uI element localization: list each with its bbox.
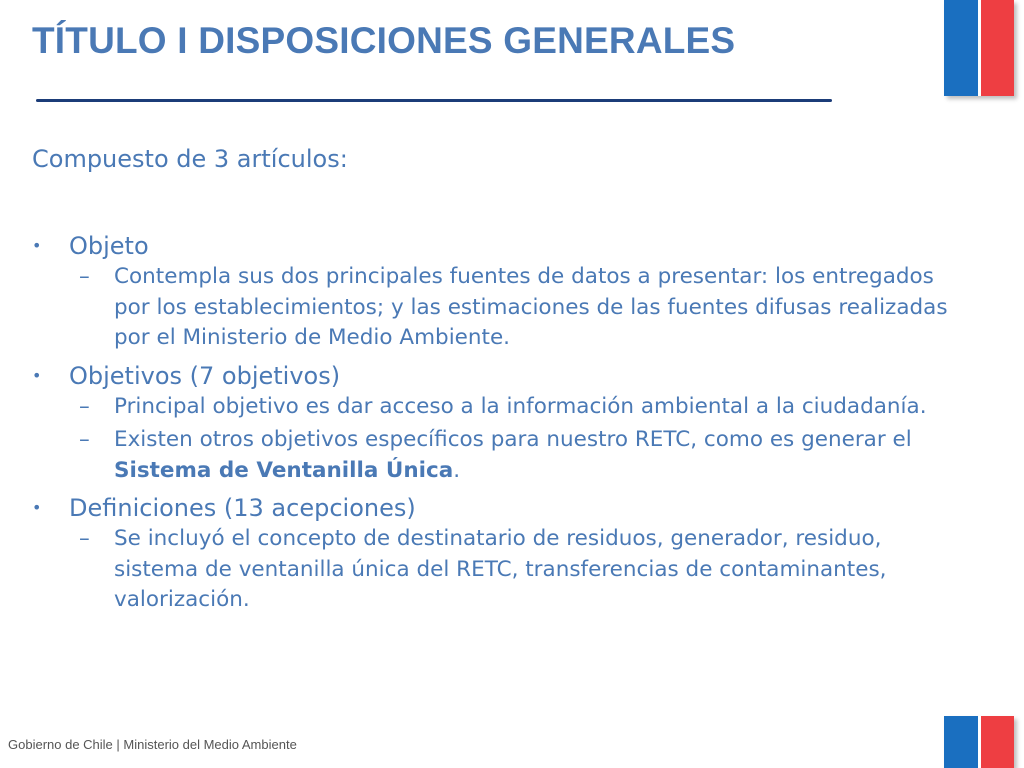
slide-title: TÍTULO I DISPOSICIONES GENERALES xyxy=(32,20,736,61)
dash-icon: – xyxy=(79,427,90,452)
sublist-objeto xyxy=(69,262,962,354)
sublist-item-text: Se incluyó el concepto de destinatario de residuos, generador, residuo, sistema de ventanilla única del RETC, transferencias de contaminantes, valorización. xyxy=(114,526,887,612)
sublist-item-text: Principal objetivo es dar acceso a la información ambiental a la ciudadanía. xyxy=(114,393,927,419)
bullet-icon: • xyxy=(32,498,42,517)
title-underline xyxy=(36,99,832,102)
sublist-item-text-after: . xyxy=(453,457,461,483)
bullet-icon: • xyxy=(32,236,42,255)
list-item-objetivos xyxy=(32,360,962,487)
ventanilla-unica-emphasis: Sistema de Ventanilla Única xyxy=(114,457,454,483)
bullet-icon: • xyxy=(32,365,42,385)
flag-red-bar xyxy=(981,0,1015,96)
chile-flag-logo-bottom xyxy=(944,716,1014,768)
sublist-item xyxy=(69,425,962,486)
sublist-objetivos xyxy=(69,392,962,487)
sublist-item xyxy=(69,262,962,354)
list-item-label: Definiciones (13 acepciones) xyxy=(69,494,416,522)
sublist-item-text: Contempla sus dos principales fuentes de datos a presentar: los entregados por los establecimientos; y las estimaciones de las fuentes difusas realizadas por el Ministerio de Medio Ambiente. xyxy=(114,264,948,350)
list-item-label: Objeto xyxy=(69,232,149,260)
dash-icon: – xyxy=(79,393,90,419)
flag-red-bar xyxy=(981,716,1015,768)
flag-blue-bar xyxy=(944,716,981,768)
sublist-definiciones xyxy=(69,524,962,616)
intro-text: Compuesto de 3 artículos: xyxy=(32,145,348,173)
chile-flag-logo-top xyxy=(944,0,1014,96)
footer-text: Gobierno de Chile | Ministerio del Medio Ambiente xyxy=(8,737,297,752)
article-list xyxy=(32,230,962,616)
sublist-item xyxy=(69,392,962,423)
sublist-item-text-before: Existen otros objetivos específicos para nuestro RETC, como es generar el xyxy=(114,427,912,452)
sublist-item xyxy=(69,524,962,616)
dash-icon: – xyxy=(79,264,90,289)
list-item-label: Objetivos (7 objetivos) xyxy=(69,361,341,390)
slide-body xyxy=(32,140,962,622)
list-item-objeto xyxy=(32,230,962,354)
list-item-definiciones xyxy=(32,492,962,616)
dash-icon: – xyxy=(79,526,90,551)
flag-blue-bar xyxy=(944,0,981,96)
